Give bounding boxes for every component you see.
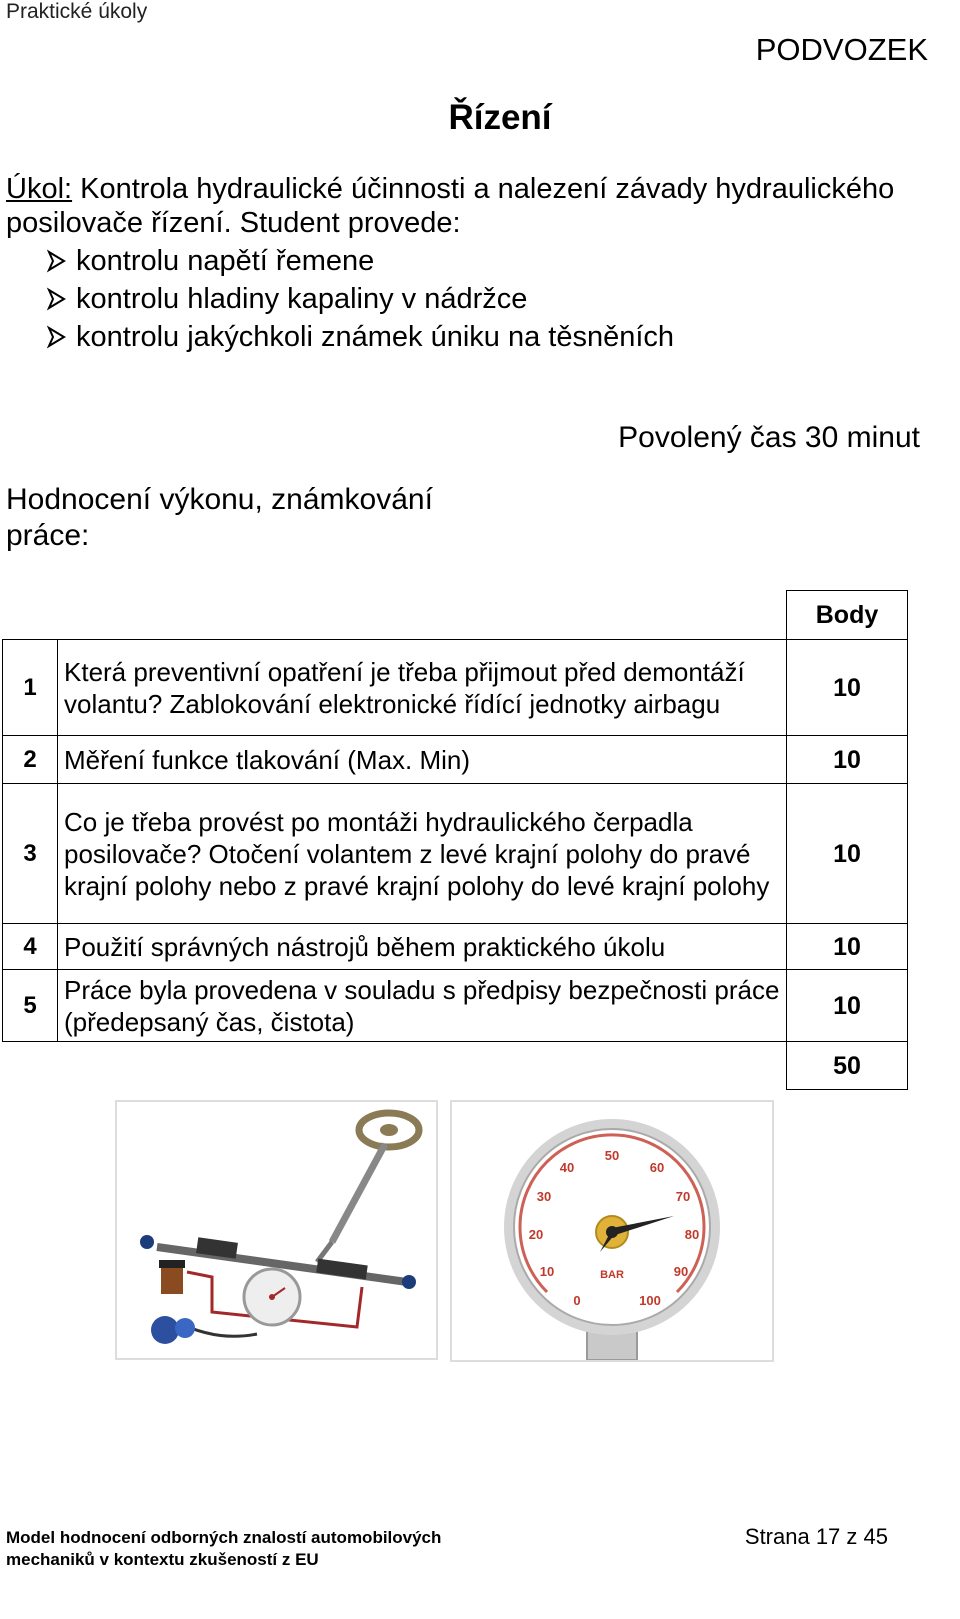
table-row	[3, 970, 908, 1042]
allowed-time: Povolený čas 30 minut	[618, 421, 920, 454]
task-description	[6, 172, 946, 240]
gauge-tick-label: 60	[649, 1160, 665, 1175]
page-title: Řízení	[448, 98, 552, 137]
task-label: Úkol:	[6, 173, 73, 205]
total-points: 50	[787, 1042, 908, 1090]
gauge-tick-label: 80	[684, 1227, 700, 1242]
table-header-row	[3, 591, 908, 640]
task-checklist	[44, 242, 674, 356]
gauge-tick-label: 50	[604, 1148, 620, 1163]
list-item-text: kontrolu napětí řemene	[76, 245, 375, 277]
row-number: 2	[3, 736, 58, 784]
table-total-row	[3, 1042, 908, 1090]
page-number: Strana 17 z 45	[744, 1524, 888, 1549]
table-row	[3, 784, 908, 924]
arrow-bullet-icon	[44, 325, 68, 349]
gauge-tick-label: 20	[528, 1227, 544, 1242]
arrow-bullet-icon	[44, 287, 68, 311]
list-item	[44, 280, 674, 318]
gauge-tick-label: 70	[675, 1189, 691, 1204]
table-row	[3, 640, 908, 736]
list-item	[44, 318, 674, 356]
table-row	[3, 736, 908, 784]
row-points: 10	[787, 640, 908, 736]
row-points: 10	[787, 924, 908, 970]
points-column-header: Body	[787, 591, 908, 640]
row-text: Která preventivní opatření je třeba přijmout před demontáží volantu? Zablokování elektronické řídící jednotky airbagu	[58, 640, 787, 736]
header-section-label: Praktické úkoly	[6, 0, 148, 23]
header-chapter-label: PODVOZEK	[755, 32, 928, 67]
gauge-unit-label: BAR	[600, 1269, 624, 1281]
scoring-table	[2, 590, 908, 1090]
gauge-tick-label: 90	[673, 1264, 689, 1279]
row-points: 10	[787, 784, 908, 924]
list-item	[44, 242, 674, 280]
row-points: 10	[787, 970, 908, 1042]
row-number: 3	[3, 784, 58, 924]
pressure-gauge-svg	[452, 1102, 772, 1360]
task-text: Kontrola hydraulické účinnosti a nalezení závady hydraulického posilovače řízení. Student provede:	[6, 173, 895, 239]
pressure-gauge-photo	[450, 1100, 774, 1362]
row-text: Práce byla provedena v souladu s předpisy bezpečnosti práce (předepsaný čas, čistota)	[58, 970, 787, 1042]
list-item-text: kontrolu jakýchkoli známek úniku na těsněních	[76, 321, 675, 353]
footer-line-2: mechaniků v kontextu zkušeností z EU	[6, 1550, 319, 1569]
gauge-tick-label: 40	[559, 1160, 575, 1175]
arrow-bullet-icon	[44, 249, 68, 273]
row-text: Co je třeba provést po montáži hydraulického čerpadla posilovače? Otočení volantem z levé krajní polohy do pravé krajní polohy nebo z pravé krajní polohy do levé krajní polohy	[58, 784, 787, 924]
footer-line-1: Model hodnocení odborných znalostí automobilových	[6, 1528, 442, 1547]
list-item-text: kontrolu hladiny kapaliny v nádržce	[76, 283, 528, 315]
footer-publication	[6, 1527, 441, 1571]
row-text: Použití správných nástrojů během praktického úkolu	[58, 924, 787, 970]
evaluation-heading: Hodnocení výkonu, známkování práce:	[6, 483, 433, 552]
row-points: 10	[787, 736, 908, 784]
row-number: 1	[3, 640, 58, 736]
steering-system-illustration	[115, 1100, 438, 1360]
table-row	[3, 924, 908, 970]
gauge-tick-label: 30	[536, 1189, 552, 1204]
gauge-tick-label: 10	[539, 1264, 555, 1279]
gauge-tick-label: 0	[573, 1293, 581, 1308]
gauge-tick-label: 100	[639, 1293, 661, 1308]
row-number: 4	[3, 924, 58, 970]
row-text: Měření funkce tlakování (Max. Min)	[58, 736, 787, 784]
row-number: 5	[3, 970, 58, 1042]
